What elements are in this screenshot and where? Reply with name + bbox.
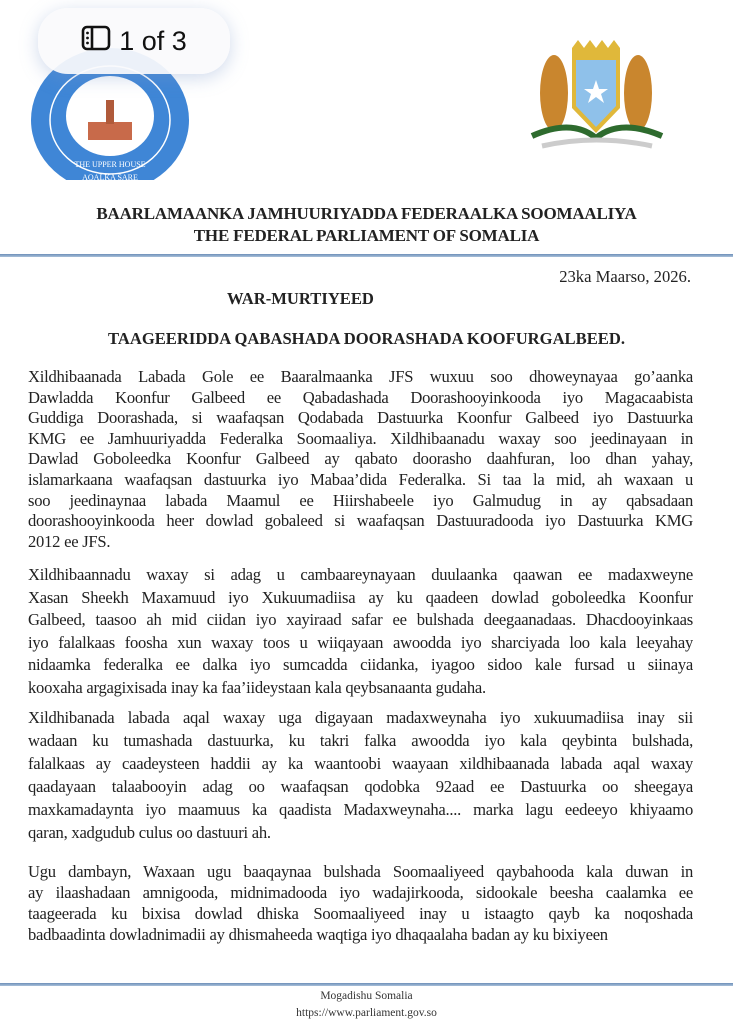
document-type: WAR-MURTIYEED (227, 289, 374, 308)
text-line: badbaadinta dowladnimadii ay dhismaheeda waqtiga iyo dhaqaalaha badan ay ku bixiyeen (28, 925, 608, 944)
footer-divider (0, 983, 733, 986)
text-line: Xildhibaannadu waxay si adag u cambaareynayaan duulaanka qaawan ee madaxweyne (28, 565, 693, 584)
text-line: qaadayaan talaabooyin adag oo waafaqsan qodobka 92aad ee Dastuurka oo sheegaya (28, 777, 693, 796)
text-line: Xasan Sheekh Maxamuud iyo Xukuumadiisa ay ku qaadeen dowlad goboleedka Koonfur (28, 587, 693, 607)
text-line: Ugu dambayn, Waxaan ugu baaqaynaa bulshada Soomaaliyeed qaybahooda kala duwan in (28, 862, 693, 881)
text-line: nidaamka federalka ee dalka iyo sumcadda ciidanka, iyagoo sidoo kale fursad u siinaya (28, 655, 693, 675)
text-line: Dawlad Goboleedka Koonfur Galbeed ay qabato doorasho daahfuran, loo dhan yahay, (28, 449, 693, 469)
text-line: maxkamadaynta iyo maamuus ka qaadista Madaxweynaha.... marka lagu eedeeyo khiyaamo (28, 800, 693, 819)
text-line: falalkaas ay caadeysteen haddii ay ka waantoobi waayaan xildhibaanada labada aqal waxay (28, 754, 693, 773)
text-line: ay ilaashadaan amnigooda, midnimadooda iyo wadajirkooda, sidookale beesha caalamka ee (28, 883, 693, 902)
paragraph-2 (28, 564, 693, 700)
text-line: KMG ee Jamhuuriyadda Federalka Soomaaliya. Xildhibaanadu waxay soo jeedinayaan in (28, 428, 693, 448)
text-line: Dawladda Koonfur Galbeed ee Qabadashada Doorashooyinkooda iyo Magacaabista (28, 387, 693, 407)
text-line: soo jeedinaynaa labada Maamul ee Hiirshabeele iyo Galmudug in ay qabsadaan (28, 490, 693, 510)
text-line: taageerada ku bixisa dowlad dhiska Soomaaliyeed inay u istaagto qayb ka noqoshada (28, 904, 693, 923)
coat-of-arms (512, 38, 682, 163)
text-line: Xildhibaanada Labada Gole ee Baaralmaanka JFS wuxuu soo dhoweynayaa go’aanka (28, 367, 693, 386)
text-line: Xildhibanada labada aqal waxay uga digayaan madaxweynaha iyo xukuumadiisa inay sii (28, 708, 693, 727)
paragraph-3 (28, 706, 693, 844)
page-indicator-label: 1 of 3 (119, 25, 187, 56)
footer-url[interactable]: https://www.parliament.gov.so (296, 1007, 437, 1019)
page-indicator[interactable] (38, 8, 230, 74)
header-title-somali: BAARLAMAANKA JAMHUURIYADDA FEDERAALKA SOOMAALIYA (96, 204, 637, 223)
text-line: wadaan ku tumashada dastuurka, ku takri falka awoodda iyo kala qeybinta bulshada, (28, 731, 693, 750)
svg-text:AQALKA SARE: AQALKA SARE (82, 173, 138, 180)
header-title-english: THE FEDERAL PARLIAMENT OF SOMALIA (193, 226, 540, 245)
text-line: Guddiga Doorashada, si waafaqsan Qodabada Dastuurka Koonfur Galbeed iyo Dastuurka (28, 408, 693, 428)
text-line: doorashooyinkooda heer dowlad gobaleed si waafaqsan Dastuuradooda iyo Dastuurka KMG (28, 511, 693, 531)
sidebar-icon (81, 25, 111, 58)
text-line: 2012 ee JFS. (28, 531, 111, 551)
text-line: islamarkaana waafaqsan dastuurka iyo Mabaa’dida Federalka. Si taa la mid, ah waxaan u (28, 469, 693, 489)
header-divider (0, 254, 733, 257)
svg-text:THE UPPER HOUSE: THE UPPER HOUSE (74, 160, 146, 169)
text-line: qaran, xadgudub culus oo dastuuri ah. (28, 823, 271, 842)
text-line: Galbeed, taasoo ah mid ciidan iyo xayiraad safar ee bulshada deegaanadaas. Dhacdooyinkaas (28, 610, 693, 630)
footer-city: Mogadishu Somalia (320, 990, 413, 1002)
document-date: 23ka Maarso, 2026. (559, 267, 691, 286)
paragraph-4 (28, 861, 693, 945)
document-title: TAAGEERIDDA QABASHADA DOORASHADA KOOFURGALBEED. (108, 329, 625, 348)
paragraph-1 (28, 367, 693, 552)
text-line: iyo falalkaas foosha xun waxay toos u wiiqayaan awoodda iyo sharciyada loo kala leeyahay (28, 632, 693, 652)
text-line: kooxaha argagixisada inay ka faa’iideystaan kala qeybsanaanta gudaha. (28, 677, 486, 697)
